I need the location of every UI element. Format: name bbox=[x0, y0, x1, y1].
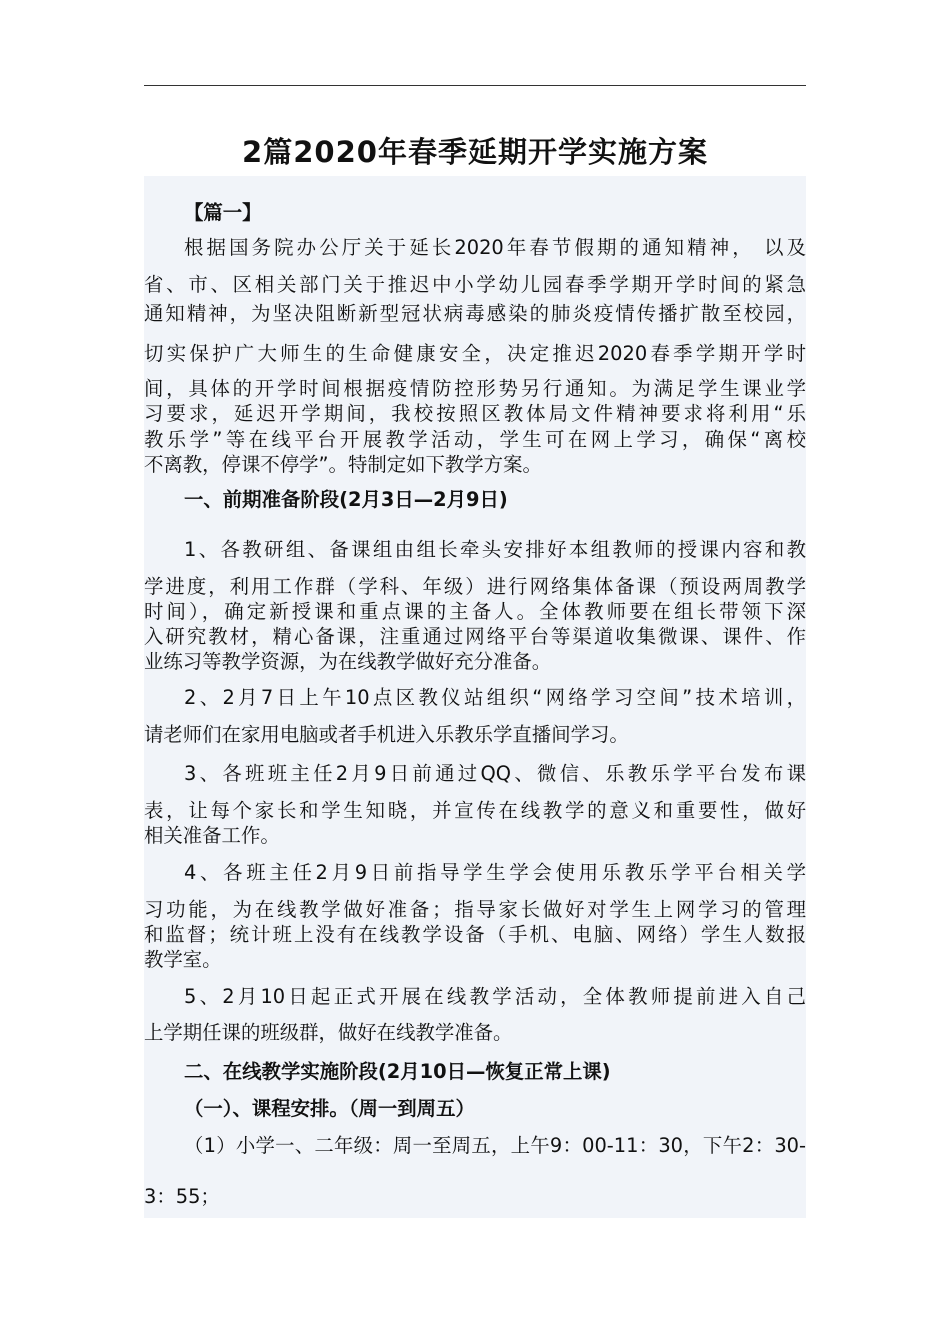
intro-line: 不离教，停课不停学”。特制定如下教学方案。 bbox=[144, 453, 542, 476]
intro-line: 根据国务院办公厅关于延长2020年春节假期的通知精神， 以及 bbox=[184, 236, 806, 259]
document-body bbox=[144, 176, 806, 1218]
paragraph-line: 4、各班主任2月9日前指导学生学会使用乐教乐学平台相关学 bbox=[184, 861, 806, 884]
paragraph-line: 3：55； bbox=[144, 1185, 220, 1208]
section-label: 【篇一】 bbox=[184, 201, 262, 224]
paragraph-line: 时间），确定新授课和重点课的主备人。全体教师要在组长带领下深 bbox=[144, 600, 806, 623]
paragraph-line: 相关准备工作。 bbox=[144, 824, 280, 847]
paragraph-line: 教学室。 bbox=[144, 948, 222, 971]
paragraph-line: 学进度，利用工作群（学科、年级）进行网络集体备课（预设两周教学 bbox=[144, 575, 806, 598]
paragraph-line: 请老师们在家用电脑或者手机进入乐教乐学直播间学习。 bbox=[144, 723, 629, 746]
paragraph-line: （1）小学一、二年级：周一至周五，上午9：00-11：30，下午2：30- bbox=[184, 1134, 806, 1157]
paragraph-line: 入研究教材，精心备课，注重通过网络平台等渠道收集微课、课件、作 bbox=[144, 625, 806, 648]
intro-line: 通知精神，为坚决阻断新型冠状病毒感染的肺炎疫情传播扩散至校园， bbox=[144, 302, 806, 325]
paragraph-line: 业练习等教学资源，为在线教学做好充分准备。 bbox=[144, 650, 552, 673]
subsection-heading: （一）、课程安排。（周一到周五） bbox=[184, 1097, 475, 1120]
section-heading: 一、前期准备阶段(2月3日—2月9日) bbox=[184, 488, 508, 511]
paragraph-line: 上学期任课的班级群，做好在线教学准备。 bbox=[144, 1021, 513, 1044]
section-heading: 二、在线教学实施阶段(2月10日—恢复正常上课) bbox=[184, 1060, 611, 1083]
document-title: 2篇2020年春季延期开学实施方案 bbox=[242, 135, 708, 169]
paragraph-line: 和监督；统计班上没有在线教学设备（手机、电脑、网络）学生人数报 bbox=[144, 923, 806, 946]
intro-line: 教乐学”等在线平台开展教学活动，学生可在网上学习，确保“离校 bbox=[144, 428, 806, 451]
paragraph-line: 1、各教研组、备课组由组长牵头安排好本组教师的授课内容和教 bbox=[184, 538, 806, 561]
intro-line: 省、市、区相关部门关于推迟中小学幼儿园春季学期开学时间的紧急 bbox=[144, 273, 806, 296]
paragraph-line: 习功能，为在线教学做好准备；指导家长做好对学生上网学习的管理 bbox=[144, 898, 806, 921]
intro-line: 间，具体的开学时间根据疫情防控形势另行通知。为满足学生课业学 bbox=[144, 377, 806, 400]
paragraph-line: 3、各班班主任2月9日前通过QQ、微信、乐教乐学平台发布课 bbox=[184, 762, 806, 785]
paragraph-line: 表，让每个家长和学生知晓，并宣传在线教学的意义和重要性，做好 bbox=[144, 799, 806, 822]
intro-line: 切实保护广大师生的生命健康安全，决定推迟2020春季学期开学时 bbox=[144, 342, 806, 365]
intro-line: 习要求，延迟开学期间，我校按照区教体局文件精神要求将利用“乐 bbox=[144, 402, 806, 425]
paragraph-line: 5、2月10日起正式开展在线教学活动，全体教师提前进入自己 bbox=[184, 985, 806, 1008]
paragraph-line: 2、2月7日上午10点区教仪站组织“网络学习空间”技术培训， bbox=[184, 686, 806, 709]
header-rule bbox=[144, 85, 806, 86]
